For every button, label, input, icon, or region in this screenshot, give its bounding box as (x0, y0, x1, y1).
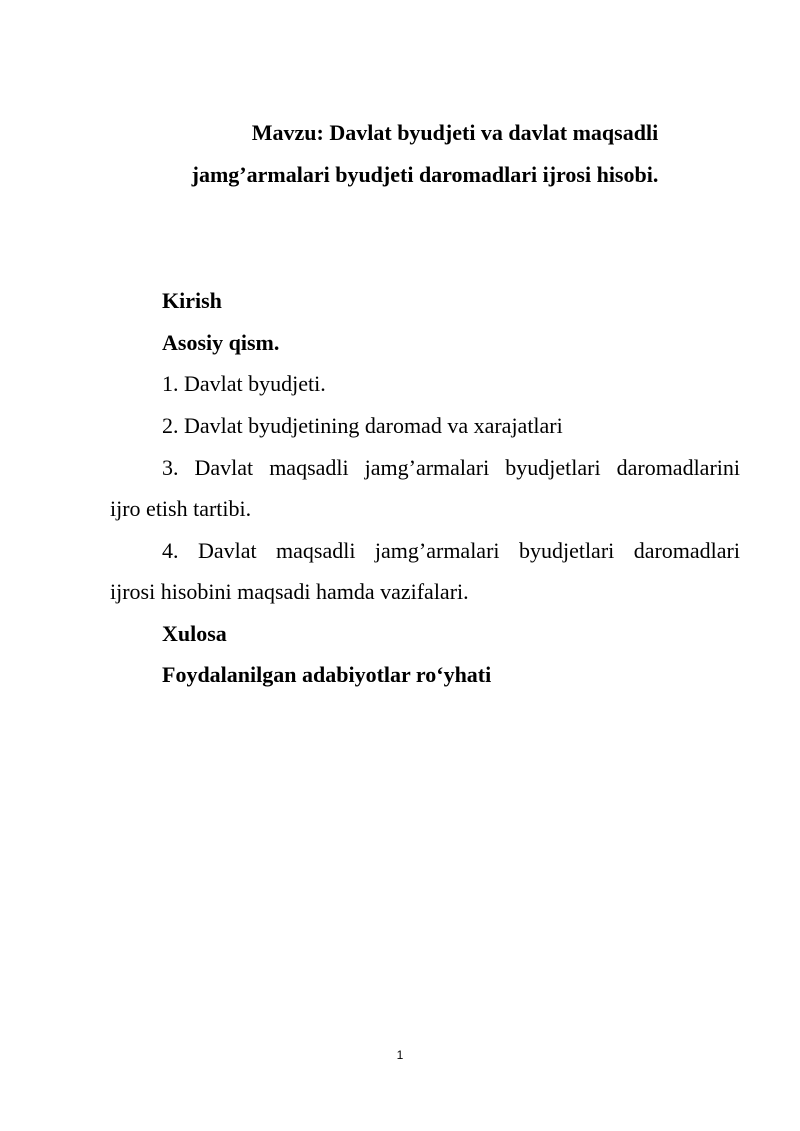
outline-item-3-line-2: ijro etish tartibi. (110, 496, 252, 521)
outline-item-4-line-1: 4. Davlat maqsadli jamg’armalari byudjetlari daromadlari (162, 538, 740, 563)
outline-conclusion: Xulosa (162, 621, 227, 646)
page-number: 1 (396, 1048, 404, 1062)
document-title-line-1: Mavzu: Davlat byudjeti va davlat maqsadli (251, 120, 659, 145)
outline-references: Foydalanilgan adabiyotlar ro‘yhati (162, 662, 492, 687)
document-title-line-2: jamg’armalari byudjeti daromadlari ijrosi hisobi. (191, 162, 659, 187)
outline-main-part: Asosiy qism. (162, 330, 280, 355)
outline-item-2: 2. Davlat byudjetining daromad va xarajatlari (162, 413, 563, 438)
outline-intro: Kirish (162, 288, 222, 313)
outline-item-4-line-2: ijrosi hisobini maqsadi hamda vazifalari. (110, 579, 469, 604)
outline-item-3-line-1: 3. Davlat maqsadli jamg’armalari byudjetlari daromadlarini (162, 455, 740, 480)
outline-item-1: 1. Davlat byudjeti. (162, 371, 326, 396)
